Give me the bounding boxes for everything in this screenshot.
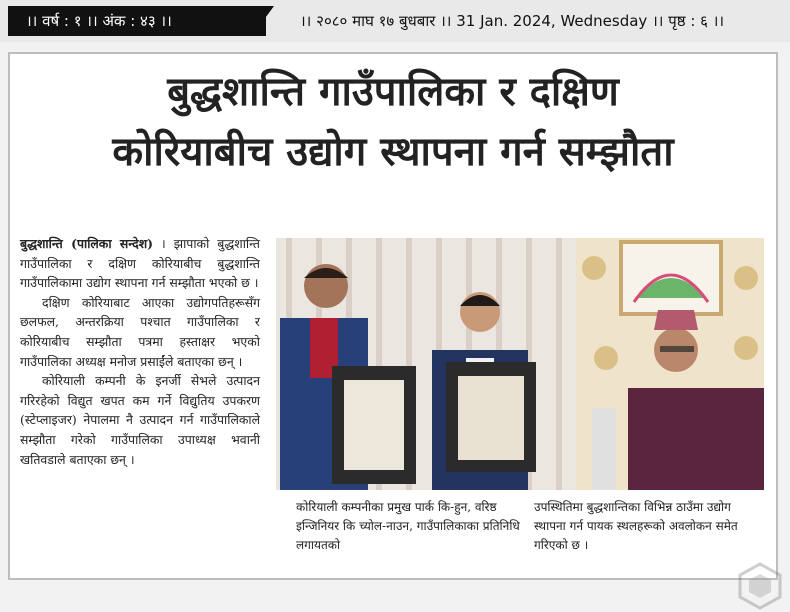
caption-left: कोरियाली कम्पनीका प्रमुख पार्क कि-हुन, वरिष्ठ इन्जिनियर कि च्योल-नाउन, गाउँपालिकाका प्रतिनिधि लगायतको xyxy=(296,500,520,552)
paragraph-3: कोरियाली कम्पनी के इनर्जी सेभले उत्पादन गरिरहेको विद्युत खपत कम गर्ने विद्युतिय उपकरण (स्टेप्लाइजर) नेपालमा नै उत्पादन गर्न गाउँपालिकाले सम्झौता गरेको गाउँपालिका उपाध्यक्ष भवानी खतिवडाले बताएका छन् । xyxy=(20,373,260,467)
caption-right: उपस्थितिमा बुद्धशान्तिका विभिन्न ठाउँमा उद्योग स्थापना गर्न पायक स्थलहरूको अवलोकन समेत गरिएको छ । xyxy=(534,500,738,552)
paragraph-1 xyxy=(20,234,260,293)
issue-number: ।। वर्ष : १ ।। अंक : ४३ ।। xyxy=(8,6,266,36)
article-photo xyxy=(276,238,764,490)
article-body xyxy=(20,234,260,469)
headline xyxy=(20,62,766,182)
news-watermark-icon xyxy=(734,560,786,612)
headline-line-2: कोरियाबीच उद्योग स्थापना गर्न सम्झौता xyxy=(112,129,674,175)
byline: बुद्धशान्ति (पालिका सन्देश) xyxy=(20,236,153,251)
photo-illustration xyxy=(276,238,764,490)
masthead-bar xyxy=(0,0,790,42)
issue-slant-decoration xyxy=(252,6,274,36)
paragraph-1-text: । झापाको बुद्धशान्ति गाउँपालिका र दक्षिण कोरियाबीच बुद्धशान्ति गाउँपालिकामा उद्योग स्थापना गर्न सम्झौता भएको छ । xyxy=(20,236,260,291)
dateline: ।। २०८० माघ १७ बुधबार ।। 31 Jan. 2024, Wednesday ।। पृष्ठ : ६ ।। xyxy=(300,12,725,30)
article-frame xyxy=(8,52,778,580)
headline-line-1: बुद्धशान्ति गाउँपालिका र दक्षिण xyxy=(167,69,619,115)
paragraph-2: दक्षिण कोरियाबाट आएका उद्योगपतिहरूसँग छलफल, अन्तरक्रिया पश्चात गाउँपालिका र कोरियाबीच सम्झौता पत्रमा हस्ताक्षर भएको गाउँपालिका अध्यक्ष मनोज प्रसाईंले बताएका छन् । xyxy=(20,294,260,369)
